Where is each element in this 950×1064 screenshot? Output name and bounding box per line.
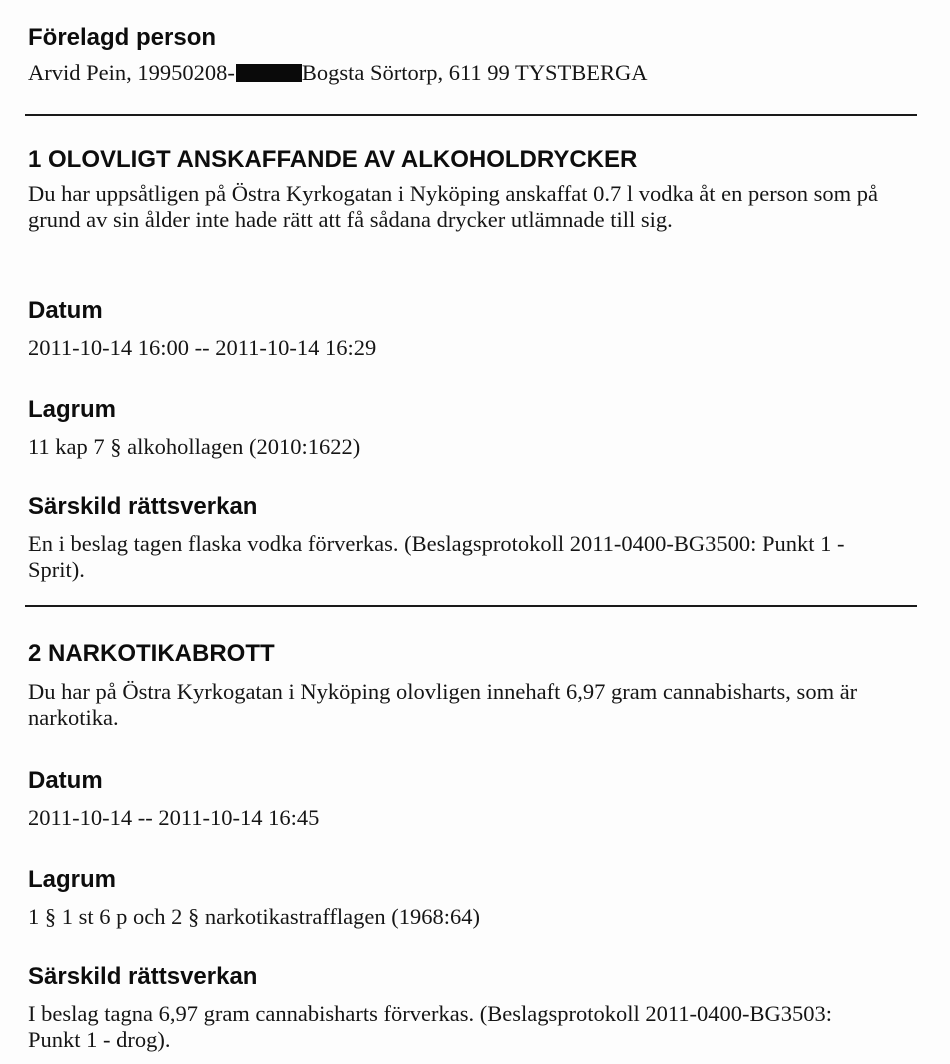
section-divider	[25, 605, 917, 607]
person-details	[28, 60, 918, 86]
charge-1-effect-heading: Särskild rättsverkan	[28, 493, 258, 520]
charge-1-date-block	[28, 297, 918, 361]
charge-2-date: 2011-10-14 -- 2011-10-14 16:45	[28, 805, 320, 830]
charge-1-effect: En i beslag tagen flaska vodka förverkas. (Beslagsprotokoll 2011-0400-BG3500: Punkt 1 - Sprit).	[28, 531, 845, 582]
charge-1-title: 1 OLOVLIGT ANSKAFFANDE AV ALKOHOLDRYCKER	[28, 146, 638, 173]
charge-1-title-block	[28, 146, 918, 174]
charge-2-date-heading: Datum	[28, 767, 103, 794]
charge-1-date: 2011-10-14 16:00 -- 2011-10-14 16:29	[28, 335, 377, 360]
charge-2-law-heading: Lagrum	[28, 866, 117, 893]
charge-2-law: 1 § 1 st 6 p och 2 § narkotikastrafflagen (1968:64)	[28, 904, 480, 929]
charge-2-description-block	[28, 679, 918, 731]
person-address: Bogsta Sörtorp, 611 99 TYSTBERGA	[301, 60, 648, 85]
charge-1-law-block	[28, 396, 918, 460]
charge-2-date-block	[28, 767, 918, 831]
charge-2-title-block	[28, 640, 918, 668]
charge-2-title: 2 NARKOTIKABROTT	[28, 640, 275, 667]
charge-1-description: Du har uppsåtligen på Östra Kyrkogatan i Nyköping anskaffat 0.7 l vodka åt en person som på grund av sin ålder inte hade rätt att få sådana drycker utlämnade till sig.	[28, 181, 879, 232]
charge-1-law-heading: Lagrum	[28, 396, 117, 423]
person-section	[28, 24, 918, 86]
charge-2-effect: I beslag tagna 6,97 gram cannabisharts förverkas. (Beslagsprotokoll 2011-0400-BG3503: Punkt 1 - drog).	[28, 1001, 832, 1052]
charge-2-description: Du har på Östra Kyrkogatan i Nyköping olovligen innehaft 6,97 gram cannabisharts, som är narkotika.	[28, 679, 858, 730]
charge-1-description-block	[28, 181, 898, 233]
redaction-bar	[236, 64, 302, 82]
charge-2-effect-heading: Särskild rättsverkan	[28, 963, 258, 990]
person-heading: Förelagd person	[28, 24, 217, 51]
section-divider	[25, 114, 917, 116]
charge-1-date-heading: Datum	[28, 297, 103, 324]
charge-2-effect-block	[28, 963, 883, 1053]
charge-1-law: 11 kap 7 § alkohollagen (2010:1622)	[28, 434, 361, 459]
charge-1-effect-block	[28, 493, 888, 583]
charge-2-law-block	[28, 866, 918, 930]
person-name-id: Arvid Pein, 19950208-	[28, 60, 235, 85]
